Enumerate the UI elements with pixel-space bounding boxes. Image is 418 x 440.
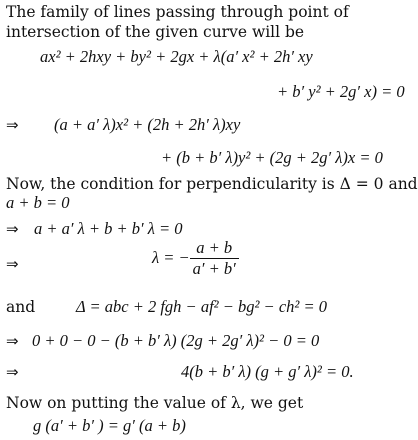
fraction	[190, 238, 239, 279]
equation-line-2: + b′ y² + 2g′ x) = 0	[277, 82, 405, 101]
implies-arrow-2: ⇒	[6, 220, 19, 238]
equation-line-6: a + a′ λ + b + b′ λ = 0	[34, 219, 183, 238]
text-line-1: The family of lines passing through point of	[6, 3, 349, 21]
equation-line-7: Δ = abc + 2 fgh − af² − bg² − ch² = 0	[76, 297, 327, 316]
equation-line-1: ax² + 2hxy + by² + 2gx + λ(a′ x² + 2h′ xy	[40, 47, 313, 66]
lambda-lhs: λ = −	[152, 248, 190, 267]
implies-arrow-4: ⇒	[6, 332, 19, 350]
fraction-numerator: a + b	[196, 237, 233, 257]
implies-arrow-5: ⇒	[6, 363, 19, 381]
equation-line-5: a + b = 0	[6, 193, 70, 212]
text-line-4: and	[6, 298, 36, 316]
fraction-denominator: a′ + b′	[190, 258, 239, 279]
lambda-equation	[152, 238, 239, 278]
equation-line-10: g (a′ + b′ ) = g′ (a + b)	[33, 416, 186, 435]
implies-arrow-3: ⇒	[6, 255, 19, 273]
text-line-5: Now on putting the value of λ, we get	[6, 394, 304, 412]
equation-line-3: (a + a′ λ)x² + (2h + 2h′ λ)xy	[54, 115, 241, 134]
text-line-3: Now, the condition for perpendicularity is Δ = 0 and	[6, 175, 418, 193]
equation-line-9: 4(b + b′ λ) (g + g′ λ)² = 0.	[181, 362, 354, 381]
text-line-2: intersection of the given curve will be	[6, 23, 305, 41]
implies-arrow-1: ⇒	[6, 116, 19, 134]
equation-line-8: 0 + 0 − 0 − (b + b′ λ) (2g + 2g′ λ)² − 0 = 0	[32, 331, 320, 350]
equation-line-4: + (b + b′ λ)y² + (2g + 2g′ λ)x = 0	[161, 148, 383, 167]
